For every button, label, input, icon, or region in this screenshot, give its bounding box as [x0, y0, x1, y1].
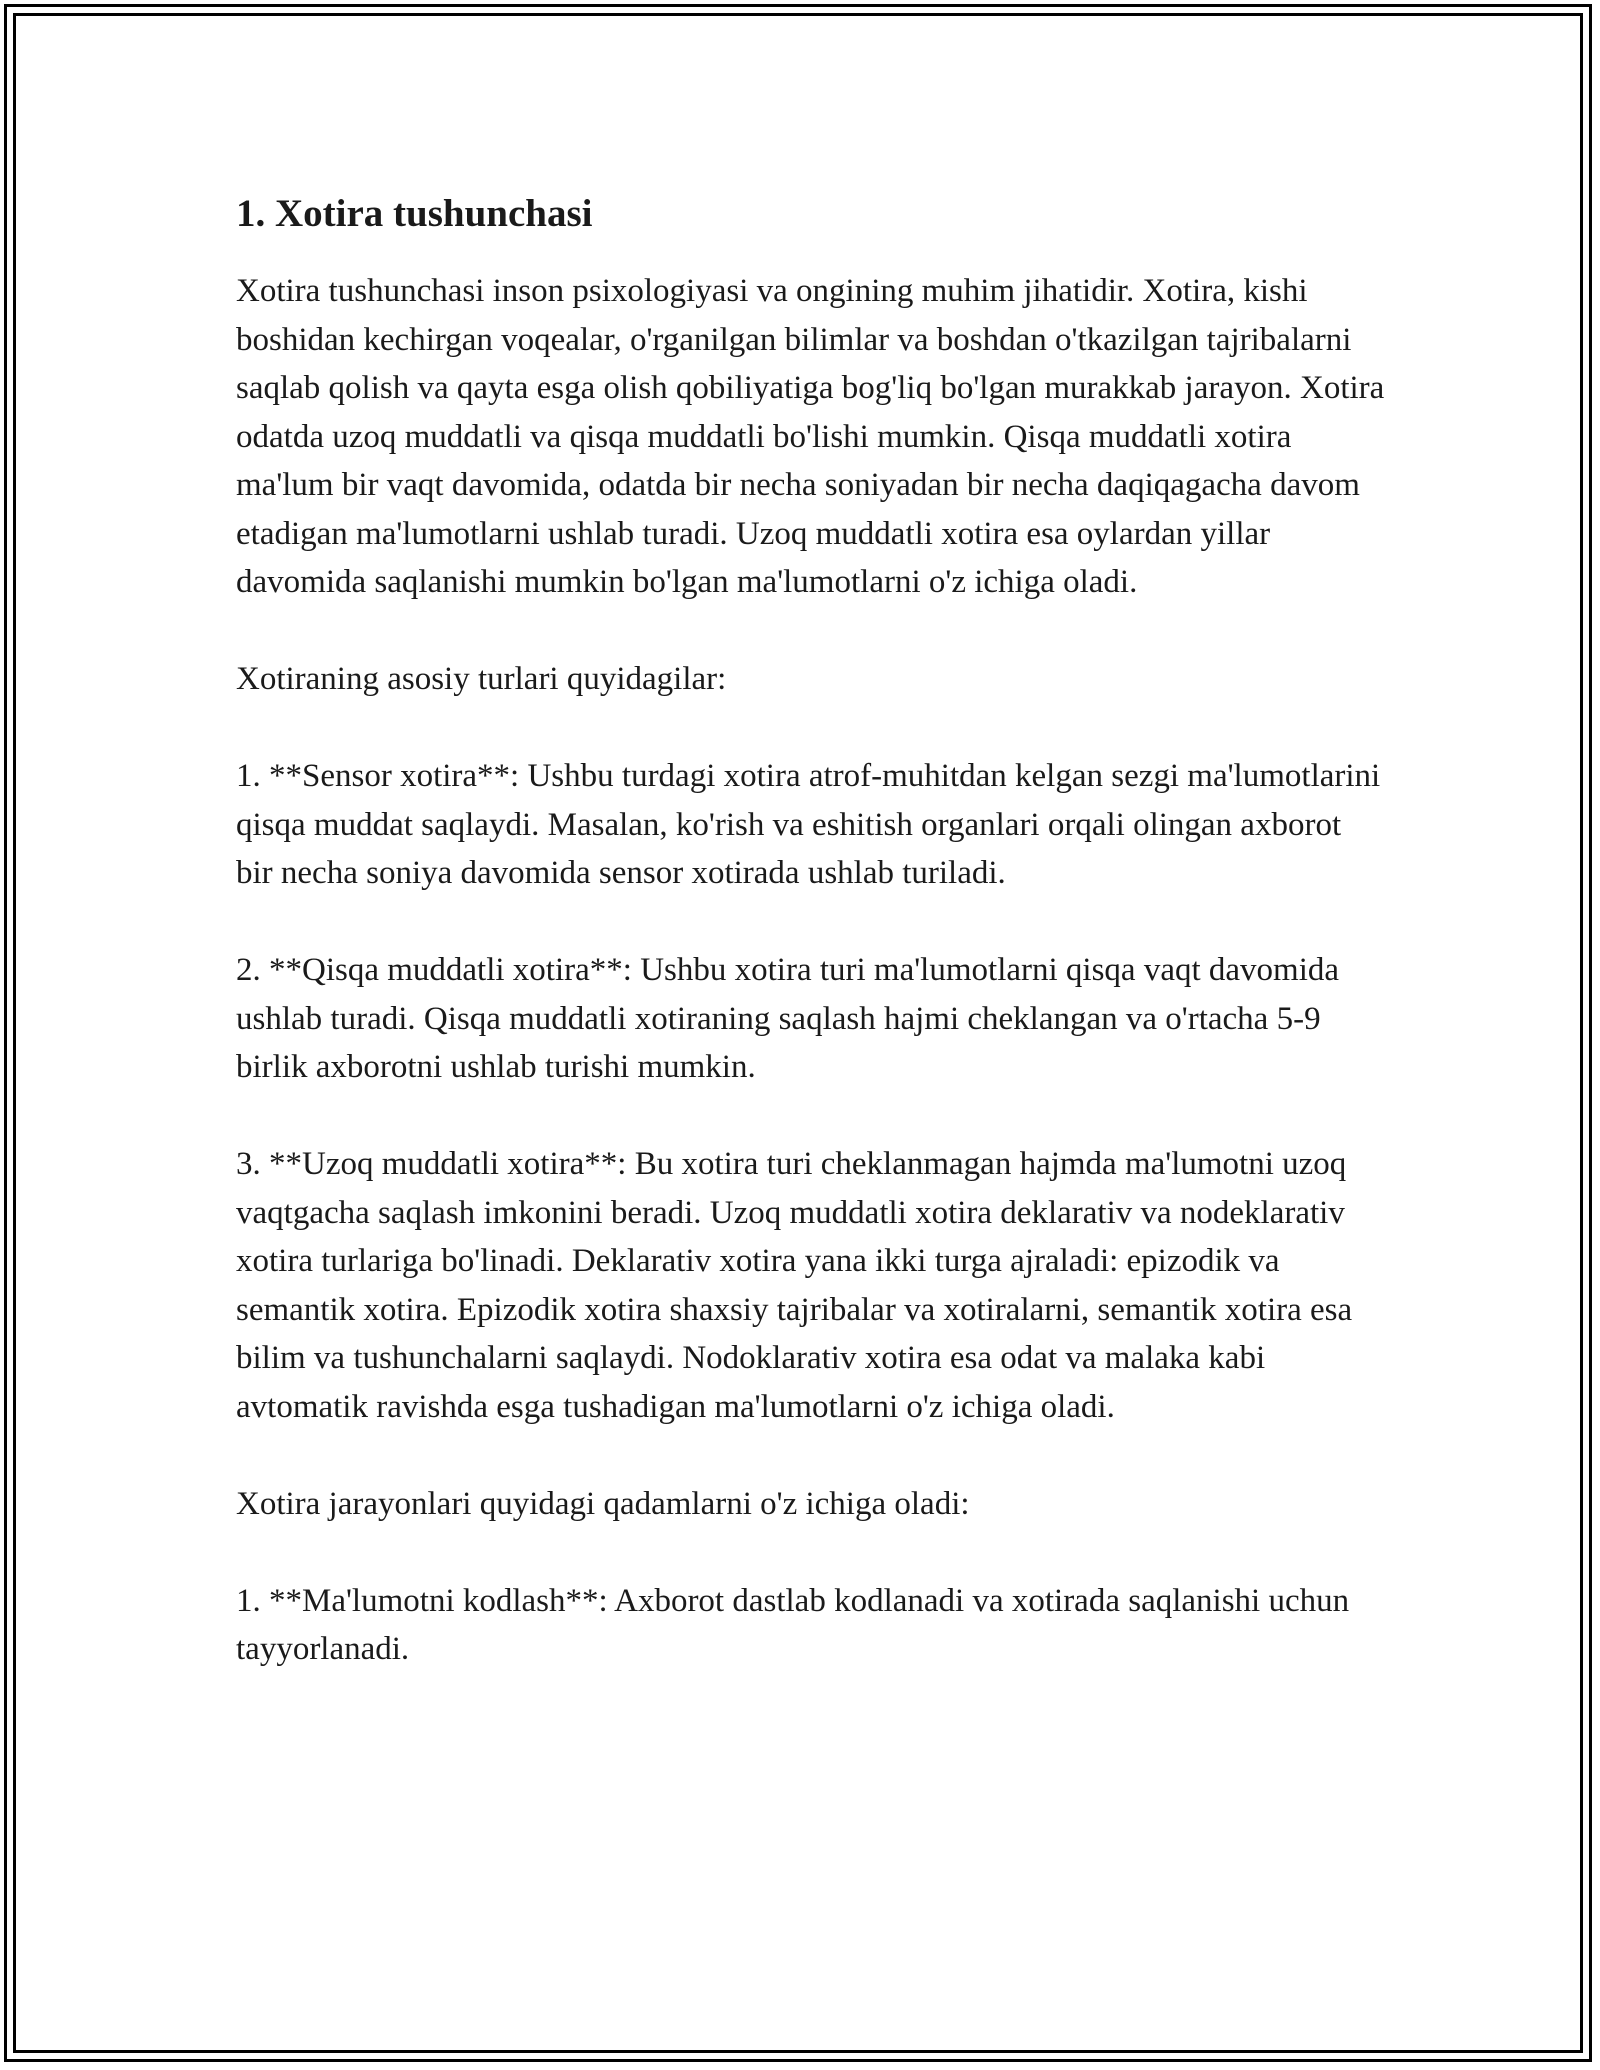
types-heading-paragraph: Xotiraning asosiy turlari quyidagilar: [236, 661, 727, 697]
short-term-memory-paragraph: 2. **Qisqa muddatli xotira**: Ushbu xotira turi ma'lumotlarni qisqa vaqt davomida ushlab turadi. Qisqa muddatli xotiraning saqlash hajmi cheklangan va o'rtacha 5-9 birlik axborotni ushlab turishi mumkin. [236, 952, 1340, 1085]
processes-heading-paragraph: Xotira jarayonlari quyidagi qadamlarni o'z ichiga oladi: [236, 1485, 970, 1522]
intro-paragraph: Xotira tushunchasi inson psixologiyasi va ongining muhim jihatidir. Xotira, kishi boshidan kechirgan voqealar, o'rganilgan bilimlar va boshdan o'tkazilgan tajribalarni saqlab qolish va qayta esga olish qobiliyatiga bog'liq bo'lgan murakkab jarayon. Xotira odatda uzoq muddatli va qisqa muddatli bo'lishi mumkin. Qisqa muddatli xotira ma'lum bir vaqt davomida, odatda bir necha soniyadan bir necha daqiqagacha davom etadigan ma'lumotlarni ushlab turadi. Uzoq muddatli xotira esa oylardan yillar davomida saqlanishi mumkin bo'lgan ma'lumotlarni o'z ichiga oladi. [236, 273, 1385, 600]
encoding-paragraph: 1. **Ma'lumotni kodlash**: Axborot dastlab kodlanadi va xotirada saqlanishi uchun tayyorlanadi. [236, 1582, 1350, 1667]
sensor-memory-paragraph: 1. **Sensor xotira**: Ushbu turdagi xotira atrof-muhitdan kelgan sezgi ma'lumotlarini qisqa muddat saqlaydi. Masalan, ko'rish va eshitish organlari orqali olingan axborot bir necha soniya davomida sensor xotirada ushlab turiladi. [236, 758, 1381, 891]
long-term-memory-paragraph: 3. **Uzoq muddatli xotira**: Bu xotira turi cheklanmagan hajmda ma'lumotni uzoq vaqtgacha saqlash imkonini beradi. Uzoq muddatli xotira deklarativ va nodeklarativ xotira turlariga bo'linadi. Deklarativ xotira yana ikki turga ajraladi: epizodik va semantik xotira. Epizodik xotira shaxsiy tajribalar va xotiralarni, semantik xotira esa bilim va tushunchalarni saqlaydi. Nodoklarativ xotira esa odat va malaka kabi avtomatik ravishda esga tushadigan ma'lumotlarni o'z ichiga oladi. [236, 1146, 1353, 1425]
section-title: 1. Xotira tushunchasi [236, 192, 593, 235]
document-body [236, 186, 1386, 1722]
